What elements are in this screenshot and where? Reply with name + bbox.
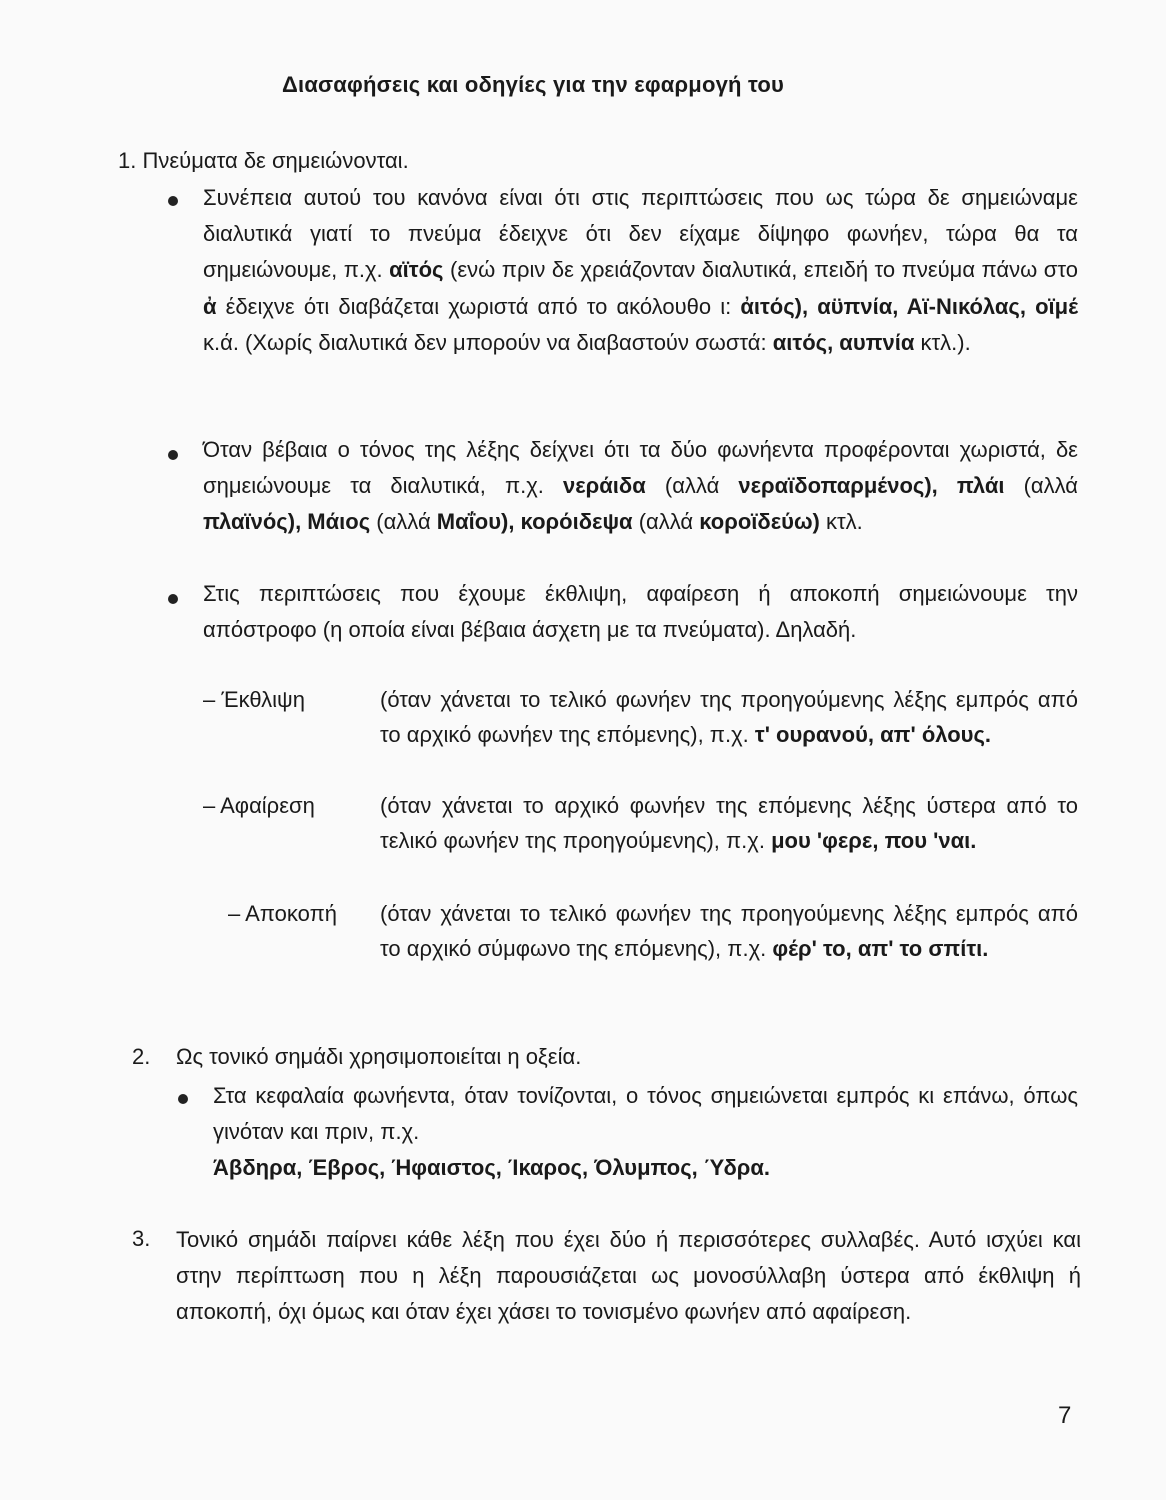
text-run: (ενώ πριν δε χρειάζονταν διαλυτικά, επειδή το πνεύμα πάνω στο	[443, 257, 1078, 283]
text-run: Στα κεφαλαία φωνήεντα, όταν τονίζονται, ο τόνος σημειώνεται εμπρός κι επάνω, όπως γινόταν και πριν, π.χ.	[213, 1083, 1078, 1145]
section-2-bullet-1	[213, 1078, 1078, 1187]
bold-example: νεραϊδοπαρμένος), πλάι	[738, 473, 1005, 499]
text-run: (όταν χάνεται το τελικό φωνήεν της προηγούμενης λέξης εμπρός από το αρχικό φωνήεν της επόμενης), π.χ.	[380, 687, 1078, 747]
bullet-icon	[168, 450, 178, 460]
page-number: 7	[1058, 1402, 1072, 1429]
text-run: (αλλά	[1004, 473, 1078, 499]
bullet-icon	[168, 196, 178, 206]
bold-example: Μαΐου), κορόιδεψα	[436, 509, 633, 535]
bold-example: φέρ' το, απ' το σπίτι.	[772, 936, 989, 961]
text-run: (αλλά	[632, 509, 700, 535]
text-run: Συνέπεια αυτού του κανόνα είναι ότι στις περιπτώσεις που ως τώρα δε σημειώναμε διαλυτικά γιατί το πνεύμα έδειχνε ότι δεν είχαμε δίψηφο φωνήεν, τώρα θα τα σημειώνουμε, π.χ.	[203, 185, 1078, 283]
text-run: κ.ά. (Χωρίς διαλυτικά δεν μπορούν να διαβαστούν σωστά:	[203, 329, 773, 355]
bold-example: ἀιτός), αϋπνία, Αϊ-Νικόλας, οϊμέ	[740, 293, 1079, 319]
bold-example: μου 'φερε, που 'ναι.	[771, 828, 977, 853]
page-title: Διασαφήσεις και οδηγίες για την εφαρμογή του	[282, 72, 785, 97]
bold-example: αιτός, αυπνία	[772, 329, 915, 355]
term-apokopi	[0, 896, 1166, 1006]
text-run: κτλ.).	[914, 329, 971, 355]
term-afairesi	[0, 788, 1166, 898]
term-ekthlipsi	[0, 682, 1166, 792]
term-label: – Αφαίρεση	[203, 793, 315, 818]
section-1-number: 1.	[118, 148, 137, 173]
text-run: έδειχνε ότι διαβάζεται χωριστά από το ακόλουθο ι:	[216, 293, 741, 319]
bold-example: Άβδηρα, Έβρος, Ήφαιστος, Ίκαρος, Όλυμπος, Ύδρα.	[213, 1155, 771, 1181]
section-3-number: 3.	[132, 1226, 151, 1251]
bullet-icon	[168, 594, 178, 604]
bold-example: πλαϊνός), Μάιος	[203, 509, 371, 535]
text-run: Όταν βέβαια ο τόνος της λέξης δείχνει ότι τα δύο φωνήεντα προφέρονται χωριστά, δε σημειώνουμε τα διαλυτικά, π.χ.	[203, 437, 1078, 499]
text-run: (όταν χάνεται το τελικό φωνήεν της προηγούμενης λέξης εμπρός από το αρχικό σύμφωνο της επόμενης), π.χ.	[380, 901, 1078, 961]
text-run: (αλλά	[370, 509, 437, 535]
section-3-text: Τονικό σημάδι παίρνει κάθε λέξη που έχει δύο ή περισσότερες συλλαβές. Αυτό ισχύει και στην περίπτωση που η λέξη παρουσιάζεται ως μονοσύλλαβη ύστερα από έκθλιψη ή αποκοπή, όχι όμως και όταν έχει χάσει το τονισμένο φωνήεν από αφαίρεση.	[176, 1227, 1081, 1325]
text-run: κτλ.	[819, 509, 863, 535]
term-label: – Αποκοπή	[228, 901, 337, 926]
text-run: (όταν χάνεται το αρχικό φωνήεν της επόμενης λέξης ύστερα από το τελικό φωνήεν της προηγούμενης), π.χ.	[380, 793, 1078, 853]
section-1-bullet-3: Στις περιπτώσεις που έχουμε έκθλιψη, αφαίρεση ή αποκοπή σημειώνουμε την απόστροφο (η οποία είναι βέβαια άσχετη με τα πνεύματα). Δηλαδή.	[203, 581, 1078, 643]
bold-example: νεράιδα	[562, 473, 646, 499]
term-definition	[380, 682, 1078, 752]
term-label: – Έκθλιψη	[203, 687, 305, 712]
term-definition	[380, 788, 1078, 858]
text-run: (αλλά	[645, 473, 739, 499]
section-1-heading-text: Πνεύματα δε σημειώνονται.	[142, 148, 409, 173]
section-2-heading: Ως τονικό σημάδι χρησιμοποιείται η οξεία.	[176, 1044, 582, 1069]
section-1-bullet-2	[203, 432, 1078, 541]
section-2-number: 2.	[132, 1044, 151, 1069]
section-1-bullet-1	[203, 180, 1078, 361]
bullet-icon	[178, 1094, 188, 1104]
term-definition	[380, 896, 1078, 966]
bold-example: αϊτός	[389, 257, 444, 283]
bold-example: τ' ουρανού, απ' όλους.	[754, 722, 992, 747]
section-1-heading	[118, 148, 409, 174]
bold-example: ἀ	[203, 293, 217, 319]
bold-example: κοροϊδεύω)	[699, 509, 820, 535]
